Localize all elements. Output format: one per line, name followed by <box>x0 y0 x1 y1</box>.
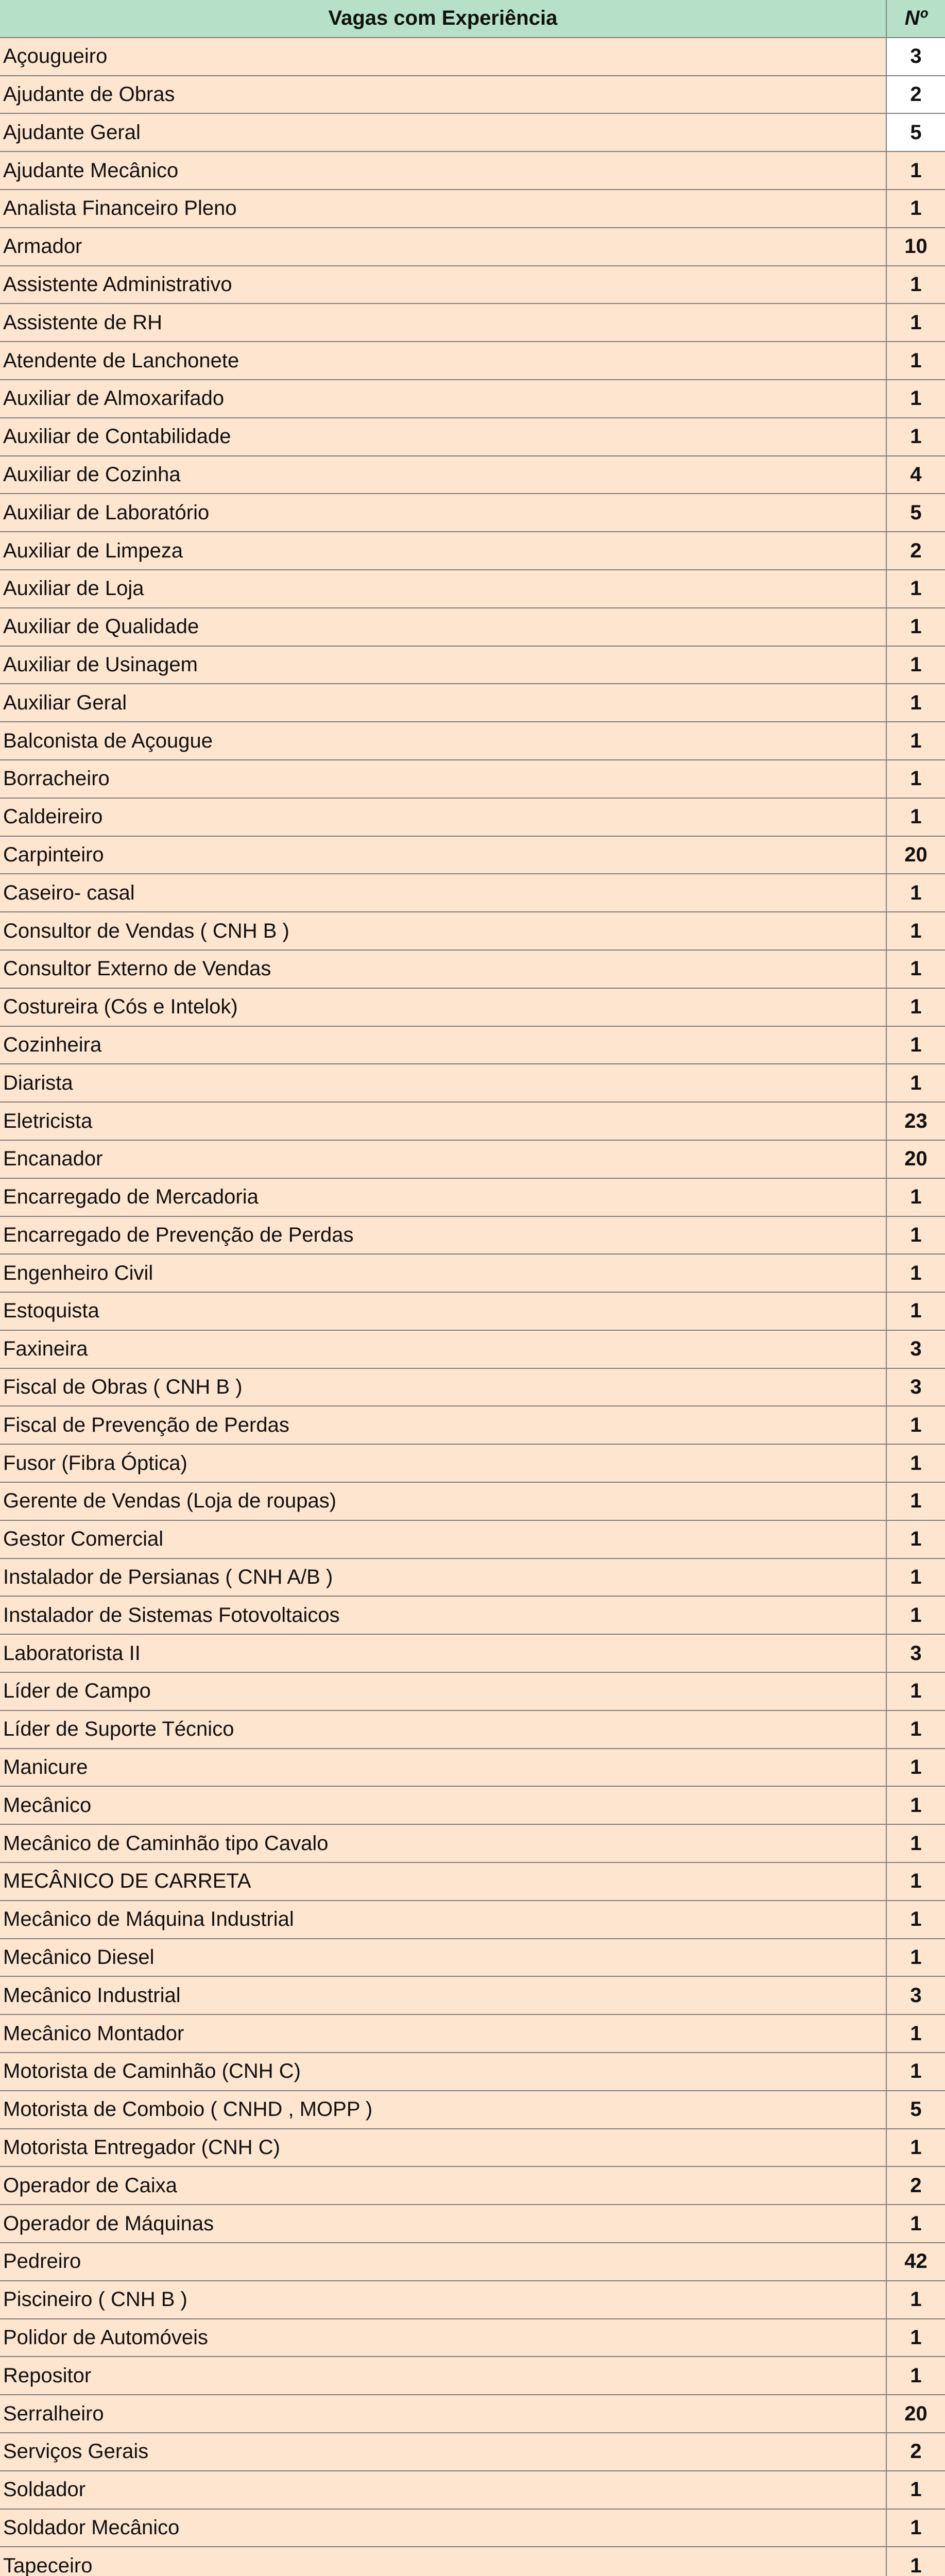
table-row <box>0 722 945 760</box>
table-row-count: 1 <box>886 989 945 1026</box>
table-row <box>0 2547 945 2576</box>
table-row-count: 1 <box>886 2205 945 2242</box>
table-row-count: 1 <box>886 2547 945 2576</box>
table-row-count: 1 <box>886 2129 945 2166</box>
table-row-count: 1 <box>886 912 945 950</box>
table-row <box>0 304 945 342</box>
table-row-count: 1 <box>886 874 945 911</box>
table-row <box>0 760 945 799</box>
table-row-label: Engenheiro Civil <box>0 1255 886 1292</box>
table-row-count: 1 <box>886 722 945 759</box>
table-row <box>0 684 945 722</box>
table-row-label: Operador de Caixa <box>0 2167 886 2204</box>
table-row-label: Auxiliar de Almoxarifado <box>0 380 886 417</box>
table-row-count: 5 <box>886 494 945 531</box>
table-row-label: Ajudante de Obras <box>0 76 886 113</box>
table-row-label: Motorista de Caminhão (CNH C) <box>0 2053 886 2090</box>
table-row-count: 5 <box>886 114 945 151</box>
table-row-count: 3 <box>886 1635 945 1672</box>
table-row <box>0 152 945 190</box>
table-row-label: Líder de Suporte Técnico <box>0 1711 886 1748</box>
table-row <box>0 2395 945 2433</box>
table-row-label: Balconista de Açougue <box>0 722 886 759</box>
table-row-label: Operador de Máquinas <box>0 2205 886 2242</box>
table-row-label: Fusor (Fibra Óptica) <box>0 1445 886 1482</box>
table-row <box>0 1027 945 1065</box>
table-row-count: 1 <box>886 2510 945 2547</box>
table-row-count: 1 <box>886 2281 945 2318</box>
table-row-label: Encarregado de Prevenção de Perdas <box>0 1217 886 1254</box>
table-row <box>0 2357 945 2395</box>
table-row-label: Instalador de Persianas ( CNH A/B ) <box>0 1559 886 1596</box>
table-row <box>0 1559 945 1597</box>
table-row <box>0 1406 945 1445</box>
table-row-count: 1 <box>886 2471 945 2509</box>
table-row-count: 1 <box>886 152 945 189</box>
table-row-label: Repositor <box>0 2357 886 2394</box>
table-row-label: Motorista Entregador (CNH C) <box>0 2129 886 2166</box>
table-row-count: 1 <box>886 570 945 607</box>
table-row-count: 1 <box>886 380 945 417</box>
table-row-label: Auxiliar de Contabilidade <box>0 418 886 455</box>
table-row-count: 1 <box>886 1217 945 1254</box>
table-row <box>0 1749 945 1787</box>
table-row-label: Analista Financeiro Pleno <box>0 190 886 227</box>
table-row-count: 1 <box>886 647 945 684</box>
table-row-label: Auxiliar de Usinagem <box>0 647 886 684</box>
table-row <box>0 1635 945 1673</box>
table-row-count: 4 <box>886 456 945 494</box>
table-row <box>0 532 945 570</box>
table-row <box>0 837 945 875</box>
table-row-label: Auxiliar de Limpeza <box>0 532 886 569</box>
table-row-count: 1 <box>886 1064 945 1101</box>
table-row-count: 1 <box>886 1863 945 1900</box>
table-row-count: 2 <box>886 532 945 569</box>
table-row-count: 1 <box>886 1445 945 1482</box>
table-row <box>0 2281 945 2319</box>
table-row-label: Instalador de Sistemas Fotovoltaicos <box>0 1597 886 1634</box>
table-row <box>0 1597 945 1635</box>
table-row <box>0 1787 945 1825</box>
table-row-label: Mecânico Montador <box>0 2015 886 2052</box>
table-row-label: Açougueiro <box>0 38 886 75</box>
table-row <box>0 380 945 418</box>
table-row-count: 1 <box>886 2357 945 2394</box>
table-row <box>0 1141 945 1179</box>
table-row <box>0 912 945 951</box>
table-row-label: Mecânico <box>0 1787 886 1824</box>
table-row-count: 1 <box>886 799 945 836</box>
table-row <box>0 76 945 114</box>
table-row-label: Eletricista <box>0 1103 886 1140</box>
table-row-count: 1 <box>886 1483 945 1520</box>
section-header <box>0 0 945 38</box>
table-row-label: Motorista de Comboio ( CNHD , MOPP ) <box>0 2091 886 2128</box>
table-row <box>0 608 945 647</box>
table-row <box>0 266 945 304</box>
table-row <box>0 951 945 989</box>
table-row-label: Manicure <box>0 1749 886 1786</box>
table-row <box>0 2471 945 2510</box>
table-row <box>0 2205 945 2243</box>
table-row-count: 1 <box>886 608 945 646</box>
table-row-label: Serviços Gerais <box>0 2433 886 2470</box>
table-row-label: Piscineiro ( CNH B ) <box>0 2281 886 2318</box>
table-row-count: 1 <box>886 684 945 721</box>
table-row-count: 3 <box>886 38 945 75</box>
table-row <box>0 1673 945 1711</box>
table-row-count: 1 <box>886 1939 945 1976</box>
table-row <box>0 570 945 608</box>
table-row-label: Ajudante Mecânico <box>0 152 886 189</box>
table-row <box>0 342 945 380</box>
table-row-count: 23 <box>886 1103 945 1140</box>
table-row <box>0 2243 945 2281</box>
table-row <box>0 2015 945 2053</box>
table-row <box>0 2510 945 2548</box>
table-row-label: Consultor Externo de Vendas <box>0 951 886 988</box>
table-row-label: Laboratorista II <box>0 1635 886 1672</box>
table-row <box>0 1369 945 1407</box>
table-row-label: Fiscal de Obras ( CNH B ) <box>0 1369 886 1406</box>
table-row-label: Auxiliar de Cozinha <box>0 456 886 494</box>
table-row-count: 3 <box>886 1331 945 1368</box>
table-row <box>0 2433 945 2471</box>
table-row-count: 1 <box>886 1597 945 1634</box>
table-row-count: 1 <box>886 1255 945 1292</box>
table-row <box>0 1977 945 2015</box>
table-row-label: Diarista <box>0 1064 886 1101</box>
table-row-count: 1 <box>886 760 945 798</box>
table-row-label: Tapeceiro <box>0 2547 886 2576</box>
table-row <box>0 874 945 912</box>
table-row <box>0 1711 945 1749</box>
table-row-count: 1 <box>886 1559 945 1596</box>
table-row-label: Soldador Mecânico <box>0 2510 886 2547</box>
table-row-count: 20 <box>886 837 945 874</box>
table-row-count: 1 <box>886 1521 945 1558</box>
table-row-label: Encarregado de Mercadoria <box>0 1179 886 1216</box>
table-row <box>0 38 945 76</box>
table-row-label: Cozinheira <box>0 1027 886 1064</box>
table-row <box>0 1293 945 1331</box>
table-row-count: 1 <box>886 1673 945 1710</box>
table-row-label: Líder de Campo <box>0 1673 886 1710</box>
table-row-label: Encanador <box>0 1141 886 1178</box>
table-row-label: Mecânico Diesel <box>0 1939 886 1976</box>
table-row <box>0 1901 945 1939</box>
table-row <box>0 1331 945 1369</box>
table-row <box>0 1179 945 1217</box>
table-row-label: Ajudante Geral <box>0 114 886 151</box>
table-row-count: 2 <box>886 76 945 113</box>
table-row <box>0 1103 945 1141</box>
section-header-count: Nº <box>886 0 945 37</box>
table-row-count: 3 <box>886 1369 945 1406</box>
table-row-label: Assistente de RH <box>0 304 886 341</box>
table-row-count: 1 <box>886 1825 945 1862</box>
table-row <box>0 2319 945 2358</box>
table-row <box>0 228 945 266</box>
table-row-count: 1 <box>886 266 945 303</box>
table-row-label: Serralheiro <box>0 2395 886 2432</box>
table-row <box>0 456 945 495</box>
table-row-label: Soldador <box>0 2471 886 2509</box>
table-row-label: Auxiliar Geral <box>0 684 886 721</box>
table-row-count: 1 <box>886 2015 945 2052</box>
table-row-count: 1 <box>886 1901 945 1938</box>
table-row-label: Mecânico de Máquina Industrial <box>0 1901 886 1938</box>
table-row-label: Consultor de Vendas ( CNH B ) <box>0 912 886 950</box>
table-row-count: 1 <box>886 342 945 379</box>
table-row-label: Pedreiro <box>0 2243 886 2280</box>
table-row <box>0 494 945 532</box>
table-row-count: 1 <box>886 1711 945 1748</box>
table-row-count: 2 <box>886 2167 945 2204</box>
table-row <box>0 2053 945 2091</box>
table-row-count: 1 <box>886 951 945 988</box>
table-row-count: 1 <box>886 1406 945 1444</box>
table-row-label: Mecânico de Caminhão tipo Cavalo <box>0 1825 886 1862</box>
table-row <box>0 989 945 1027</box>
table-row-count: 1 <box>886 2319 945 2357</box>
table-row-count: 20 <box>886 1141 945 1178</box>
table-row-label: Auxiliar de Laboratório <box>0 494 886 531</box>
table-row-label: Carpinteiro <box>0 837 886 874</box>
table-row-label: Caseiro- casal <box>0 874 886 911</box>
table-row-label: Auxiliar de Qualidade <box>0 608 886 646</box>
table-row-label: Mecânico Industrial <box>0 1977 886 2014</box>
table-row-count: 42 <box>886 2243 945 2280</box>
table-row-count: 1 <box>886 1179 945 1216</box>
table-row-count: 1 <box>886 1027 945 1064</box>
table-row <box>0 799 945 837</box>
table-row-label: Atendente de Lanchonete <box>0 342 886 379</box>
table-row-count: 20 <box>886 2395 945 2432</box>
table-row-label: Estoquista <box>0 1293 886 1330</box>
table-row <box>0 1939 945 1977</box>
table-row <box>0 114 945 152</box>
table-row-count: 1 <box>886 304 945 341</box>
table-row-label: Polidor de Automóveis <box>0 2319 886 2357</box>
table-row <box>0 190 945 228</box>
table-row-label: Armador <box>0 228 886 265</box>
table-row-count: 1 <box>886 1749 945 1786</box>
table-row-label: Borracheiro <box>0 760 886 798</box>
table-row <box>0 1445 945 1483</box>
table-row-count: 1 <box>886 2053 945 2090</box>
table-row <box>0 1483 945 1521</box>
table-row-count: 1 <box>886 1787 945 1824</box>
table-row-label: Fiscal de Prevenção de Perdas <box>0 1406 886 1444</box>
table-row <box>0 418 945 456</box>
section-header-label: Vagas com Experiência <box>0 0 886 37</box>
table-row <box>0 1825 945 1863</box>
table-row-count: 3 <box>886 1977 945 2014</box>
table-row-label: Caldeireiro <box>0 799 886 836</box>
table-row-label: Gerente de Vendas (Loja de roupas) <box>0 1483 886 1520</box>
table-row-label: Costureira (Cós e Intelok) <box>0 989 886 1026</box>
table-row-count: 5 <box>886 2091 945 2128</box>
table-row-count: 1 <box>886 190 945 227</box>
table-row-count: 2 <box>886 2433 945 2470</box>
table-row-count: 1 <box>886 1293 945 1330</box>
table-row-label: Assistente Administrativo <box>0 266 886 303</box>
table-row <box>0 2129 945 2167</box>
table-row-label: Faxineira <box>0 1331 886 1368</box>
table-row-count: 10 <box>886 228 945 265</box>
table-row <box>0 1217 945 1255</box>
table-row-count: 1 <box>886 418 945 455</box>
table-row <box>0 1863 945 1901</box>
table-row-label: Auxiliar de Loja <box>0 570 886 607</box>
table-row <box>0 2091 945 2129</box>
table-row-label: Gestor Comercial <box>0 1521 886 1558</box>
table-row <box>0 1255 945 1293</box>
table-row <box>0 1064 945 1103</box>
table-row <box>0 647 945 685</box>
table-row <box>0 2167 945 2205</box>
table-row-label: MECÂNICO DE CARRETA <box>0 1863 886 1900</box>
table-row <box>0 1521 945 1559</box>
